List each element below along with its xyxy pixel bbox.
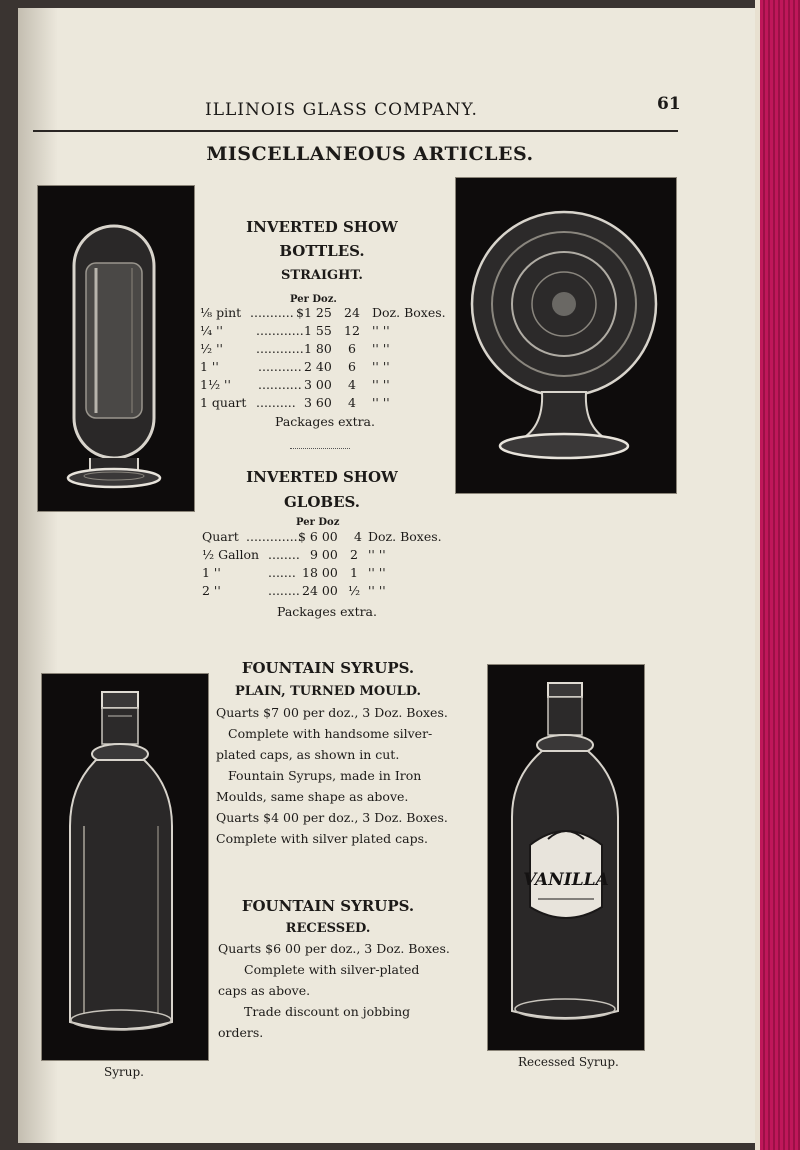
- table-row: [202, 564, 462, 582]
- qty-cell: 4: [354, 529, 362, 544]
- fountain-plain-subtitle: PLAIN, TURNED MOULD.: [234, 684, 422, 699]
- show-bottles-note: Packages extra.: [275, 414, 375, 429]
- fountain-plain-title: FOUNTAIN SYRUPS.: [241, 659, 415, 677]
- qty-cell: 4: [348, 395, 356, 410]
- unit-cell: '' '': [372, 377, 390, 392]
- table-row: [202, 546, 462, 564]
- fountain-recessed-description: [218, 938, 478, 1043]
- table-row: [200, 376, 460, 394]
- show-globes-note: Packages extra.: [277, 604, 377, 619]
- running-header: ILLINOIS GLASS COMPANY.: [205, 100, 478, 120]
- size-cell: 1 '': [202, 565, 221, 580]
- text-line: Complete with handsome silver-: [228, 726, 433, 741]
- price-cell: 1 80: [304, 341, 332, 356]
- text-line: orders.: [218, 1025, 264, 1040]
- recessed-syrup-caption: Recessed Syrup.: [518, 1055, 619, 1069]
- table-row: [202, 582, 462, 600]
- qty-cell: 24: [344, 305, 360, 320]
- show-globes-price-table: [202, 528, 462, 600]
- size-cell: 1½ '': [200, 377, 231, 392]
- dots-cell: ...........: [250, 305, 294, 320]
- show-globes-title-1: INVERTED SHOW: [246, 468, 398, 486]
- price-cell: 3 60: [304, 395, 332, 410]
- size-cell: 1 quart: [200, 395, 247, 410]
- unit-cell: '' '': [368, 565, 386, 580]
- text-line: Quarts $4 00 per doz., 3 Doz. Boxes.: [216, 810, 448, 825]
- dots-cell: ............: [256, 341, 304, 356]
- show-bottles-subtitle: STRAIGHT.: [281, 268, 363, 283]
- book-edge: [760, 0, 800, 1150]
- fountain-plain-description: [216, 702, 486, 849]
- price-cell: 3 00: [304, 377, 332, 392]
- unit-cell: '' '': [368, 583, 386, 598]
- dots-cell: ...........: [258, 359, 302, 374]
- dots-cell: ........: [268, 583, 300, 598]
- show-globe-image: [458, 180, 674, 491]
- table-row: [202, 528, 462, 546]
- size-cell: Quart: [202, 529, 239, 544]
- size-cell: 1 '': [200, 359, 219, 374]
- dots-cell: ...........: [258, 377, 302, 392]
- table-row: [200, 304, 460, 322]
- qty-cell: 12: [344, 323, 360, 338]
- qty-cell: 2: [350, 547, 358, 562]
- unit-cell: Doz. Boxes.: [368, 529, 442, 544]
- dots-cell: ..........: [256, 395, 296, 410]
- size-cell: 2 '': [202, 583, 221, 598]
- show-globes-title-2: GLOBES.: [283, 493, 361, 511]
- price-cell: 18 00: [302, 565, 338, 580]
- page-title: MISCELLANEOUS ARTICLES.: [206, 143, 534, 165]
- show-bottles-col-header: Per Doz.: [290, 294, 337, 305]
- section-separator: [290, 448, 350, 449]
- syrup-caption: Syrup.: [104, 1065, 144, 1079]
- size-cell: ¼ '': [200, 323, 223, 338]
- header-rule: [33, 130, 678, 132]
- text-line: caps as above.: [218, 983, 311, 998]
- dots-cell: .......: [268, 565, 296, 580]
- price-cell: 2 40: [304, 359, 332, 374]
- table-row: [200, 340, 460, 358]
- text-line: Quarts $7 00 per doz., 3 Doz. Boxes.: [216, 705, 448, 720]
- vanilla-label-text: VANILLA: [523, 870, 609, 890]
- table-row: [200, 322, 460, 340]
- unit-cell: '' '': [368, 547, 386, 562]
- qty-cell: 6: [348, 341, 356, 356]
- show-bottle-illustration: [38, 186, 194, 511]
- table-row: [200, 394, 460, 412]
- text-line: plated caps, as shown in cut.: [216, 747, 400, 762]
- unit-cell: '' '': [372, 323, 390, 338]
- text-line: Complete with silver-plated: [244, 962, 420, 977]
- show-globes-col-header: Per Doz: [296, 517, 340, 528]
- text-line: Moulds, same shape as above.: [216, 789, 409, 804]
- page-number: 61: [657, 94, 681, 114]
- unit-cell: Doz. Boxes.: [372, 305, 446, 320]
- dots-cell: ..............: [246, 529, 302, 544]
- unit-cell: '' '': [372, 359, 390, 374]
- dots-cell: ............: [256, 323, 304, 338]
- show-bottles-price-table: [200, 304, 460, 412]
- size-cell: ½ '': [200, 341, 223, 356]
- show-bottle-image: [40, 188, 192, 509]
- qty-cell: 4: [348, 377, 356, 392]
- price-cell: 24 00: [302, 583, 338, 598]
- show-bottles-title-2: BOTTLES.: [279, 242, 365, 260]
- fountain-recessed-subtitle: RECESSED.: [285, 921, 371, 936]
- price-cell: $1 25: [296, 305, 332, 320]
- show-globe-illustration: [456, 178, 676, 493]
- syrup-bottle-illustration: [42, 674, 208, 1060]
- dots-cell: ........: [268, 547, 300, 562]
- size-cell: ½ Gallon: [202, 547, 260, 562]
- recessed-syrup-image: [490, 667, 642, 1048]
- size-cell: ⅛ pint: [200, 305, 242, 320]
- text-line: Trade discount on jobbing: [244, 1004, 411, 1019]
- qty-cell: 1: [350, 565, 358, 580]
- price-cell: 1 55: [304, 323, 332, 338]
- text-line: Complete with silver plated caps.: [216, 831, 428, 846]
- text-line: Fountain Syrups, made in Iron: [228, 768, 422, 783]
- text-line: Quarts $6 00 per doz., 3 Doz. Boxes.: [218, 941, 450, 956]
- show-bottles-title-1: INVERTED SHOW: [246, 218, 398, 236]
- qty-cell: ½: [348, 583, 361, 598]
- unit-cell: '' '': [372, 395, 390, 410]
- price-cell: $ 6 00: [298, 529, 338, 544]
- fountain-recessed-title: FOUNTAIN SYRUPS.: [241, 897, 415, 915]
- recessed-syrup-illustration: [488, 665, 644, 1050]
- price-cell: 9 00: [310, 547, 338, 562]
- table-row: [200, 358, 460, 376]
- qty-cell: 6: [348, 359, 356, 374]
- unit-cell: '' '': [372, 341, 390, 356]
- syrup-bottle-image: [44, 676, 206, 1058]
